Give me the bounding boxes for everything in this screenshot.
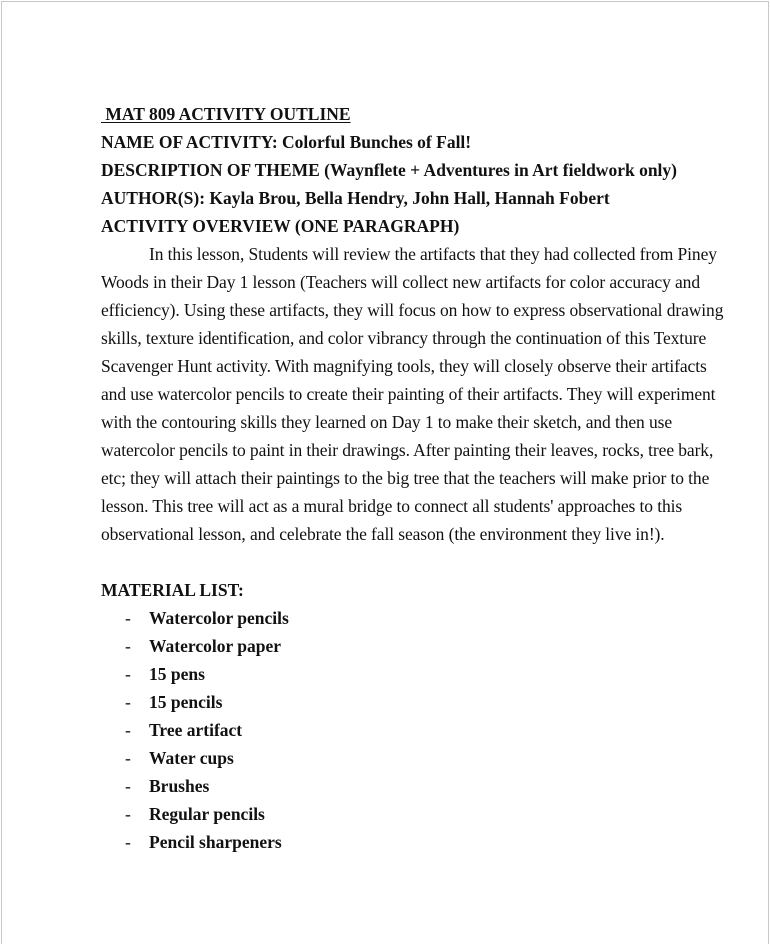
list-bullet: -: [125, 720, 131, 740]
document-title: MAT 809 ACTIVITY OUTLINE: [101, 104, 351, 124]
list-item: [101, 632, 726, 660]
list-bullet: -: [125, 748, 131, 768]
list-bullet: -: [125, 776, 131, 796]
list-bullet: -: [125, 664, 131, 684]
list-item: [101, 800, 726, 828]
list-item-label: 15 pens: [149, 664, 205, 684]
overview-paragraph: In this lesson, Students will review the artifacts that they had collected from Piney Woods in their Day 1 lesson (Teachers will collect new artifacts for color accuracy and efficiency). Using these artifacts, they will focus on how to express observational drawing skills, texture identification, and color vibrancy through the continuation of this Texture Scavenger Hunt activity. With magnifying tools, they will closely observe their artifacts and use watercolor pencils to create their painting of their artifacts. They will experiment with the contouring skills they learned on Day 1 to make their sketch, and then use watercolor pencils to paint in their drawings. After painting their leaves, rocks, tree bark, etc; they will attach their paintings to the big tree that the teachers will make prior to the lesson. This tree will act as a mural bridge to connect all students' approaches to this observational lesson, and celebrate the fall season (the environment they live in!).: [101, 244, 724, 544]
list-item: [101, 716, 726, 744]
list-item-label: 15 pencils: [149, 692, 223, 712]
list-item-label: Water cups: [149, 748, 234, 768]
list-item-label: Tree artifact: [149, 720, 243, 740]
list-item-label: Brushes: [149, 776, 210, 796]
overview-heading: ACTIVITY OVERVIEW (ONE PARAGRAPH): [101, 216, 460, 236]
list-bullet: -: [125, 608, 131, 628]
material-list-heading: MATERIAL LIST:: [101, 580, 244, 600]
list-item-label: Pencil sharpeners: [149, 832, 282, 852]
authors: AUTHOR(S): Kayla Brou, Bella Hendry, John Hall, Hannah Fobert: [101, 188, 610, 208]
list-bullet: -: [125, 636, 131, 656]
section-spacer: [101, 548, 726, 576]
document-page: [1, 1, 769, 944]
list-item-label: Watercolor paper: [149, 636, 282, 656]
list-bullet: -: [125, 692, 131, 712]
list-item: [101, 828, 726, 856]
list-bullet: -: [125, 804, 131, 824]
description-of-theme: DESCRIPTION OF THEME (Waynflete + Adventures in Art fieldwork only): [101, 160, 677, 180]
list-item: [101, 660, 726, 688]
list-item: [101, 744, 726, 772]
list-item: [101, 688, 726, 716]
name-of-activity: NAME OF ACTIVITY: Colorful Bunches of Fall!: [101, 132, 472, 152]
list-item: [101, 772, 726, 800]
list-item-label: Regular pencils: [149, 804, 265, 824]
material-list: [101, 604, 726, 856]
list-item-label: Watercolor pencils: [149, 608, 289, 628]
list-item: [101, 604, 726, 632]
list-bullet: -: [125, 832, 131, 852]
document-body: [101, 100, 726, 856]
